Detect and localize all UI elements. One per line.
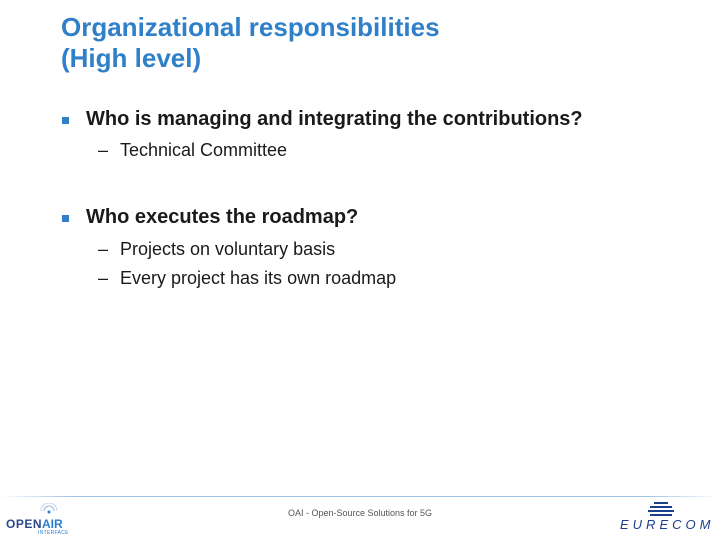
oai-open-text: OPEN: [6, 517, 43, 531]
sub-bullet-1-1: [98, 140, 287, 161]
sub-bullet-2-2: [98, 268, 396, 289]
sub-bullet-text: Technical Committee: [120, 140, 288, 160]
title-line-2: (High level): [61, 43, 202, 73]
openairinterface-logo: [4, 503, 84, 539]
footer-text: OAI - Open-Source Solutions for 5G: [287, 508, 433, 518]
oai-air-text: AIR: [42, 517, 63, 531]
bullet-1-text: Who is managing and integrating the contributions?: [86, 108, 583, 130]
dash-icon: –: [98, 268, 109, 288]
eurecom-logo: [618, 500, 714, 538]
footer-divider: [0, 496, 720, 497]
bullet-2: [62, 206, 358, 229]
dash-icon: –: [98, 140, 109, 160]
bullet-2-text: Who executes the roadmap?: [86, 206, 359, 228]
slide-title: [61, 12, 661, 74]
sub-bullet-text: Every project has its own roadmap: [120, 268, 397, 288]
sub-bullet-2-1: [98, 239, 335, 260]
bullet-1: [62, 108, 583, 131]
square-bullet-icon: [62, 117, 69, 124]
dash-icon: –: [98, 239, 109, 259]
square-bullet-icon: [62, 215, 69, 222]
title-line-1: Organizational responsibilities: [61, 12, 440, 42]
sub-bullet-text: Projects on voluntary basis: [120, 239, 336, 259]
oai-interface-text: INTERFACE: [38, 530, 69, 536]
eurecom-wordmark: EURECOM: [620, 517, 715, 532]
